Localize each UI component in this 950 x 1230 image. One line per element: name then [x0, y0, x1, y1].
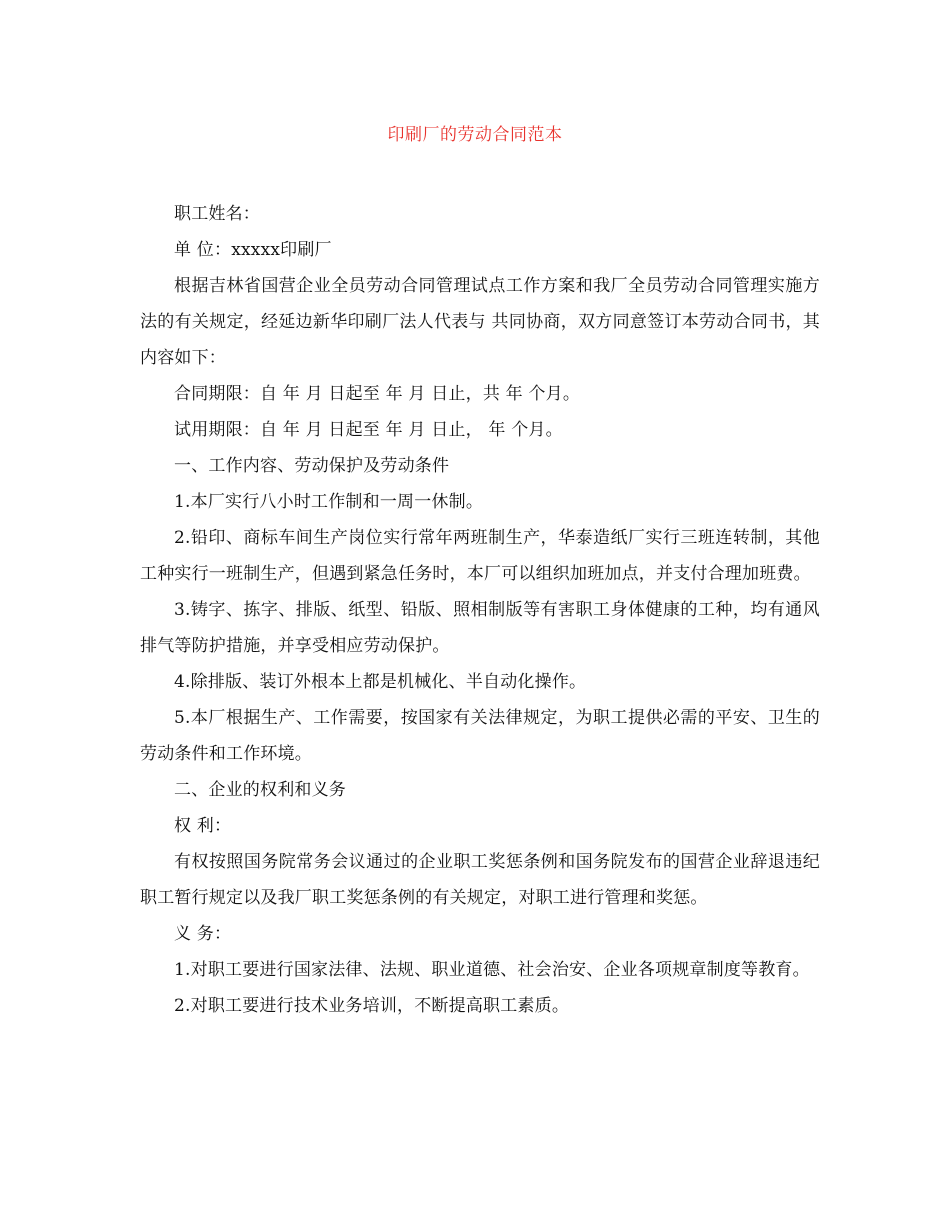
section-heading: 二、企业的权利和义务: [174, 780, 346, 800]
paragraph: 5.本厂根据生产、工作需要，按国家有关法律规定，为职工提供必需的平安、卫生的劳动条件和工作环境。: [140, 708, 820, 764]
subheading: 义 务：: [174, 924, 232, 944]
paragraph: 2.对职工要进行技术业务培训，不断提高职工素质。: [174, 996, 570, 1016]
subheading: 权 利：: [174, 816, 232, 836]
section-heading: 一、工作内容、劳动保护及劳动条件: [174, 456, 450, 476]
paragraph: 单 位：xxxxx印刷厂: [174, 240, 332, 260]
paragraph: 合同期限：自 年 月 日起至 年 月 日止，共 年 个月。: [174, 384, 581, 404]
paragraph: 2.铅印、商标车间生产岗位实行常年两班制生产，华泰造纸厂实行三班连转制，其他工种实行一班制生产，但遇到紧急任务时，本厂可以组织加班加点，并支付合理加班费。: [140, 528, 820, 584]
paragraph: 职工姓名：: [174, 204, 260, 224]
document-body: [140, 196, 820, 1024]
paragraph: 1.对职工要进行国家法律、法规、职业道德、社会治安、企业各项规章制度等教育。: [174, 960, 810, 980]
paragraph: 1.本厂实行八小时工作制和一周一休制。: [174, 492, 484, 512]
paragraph: 根据吉林省国营企业全员劳动合同管理试点工作方案和我厂全员劳动合同管理实施方法的有关规定，经延边新华印刷厂法人代表与 共同协商，双方同意签订本劳动合同书，其内容如下：: [140, 276, 820, 368]
paragraph: 有权按照国务院常务会议通过的企业职工奖惩条例和国务院发布的国营企业辞退违纪职工暂行规定以及我厂职工奖惩条例的有关规定，对职工进行管理和奖惩。: [140, 852, 820, 908]
paragraph: 试用期限：自 年 月 日起至 年 月 日止， 年 个月。: [174, 420, 563, 440]
document-title: 印刷厂的劳动合同范本: [387, 125, 563, 145]
paragraph: 3.铸字、拣字、排版、纸型、铅版、照相制版等有害职工身体健康的工种，均有通风排气等防护措施，并享受相应劳动保护。: [140, 600, 820, 656]
paragraph: 4.除排版、装订外根本上都是机械化、半自动化操作。: [174, 672, 587, 692]
